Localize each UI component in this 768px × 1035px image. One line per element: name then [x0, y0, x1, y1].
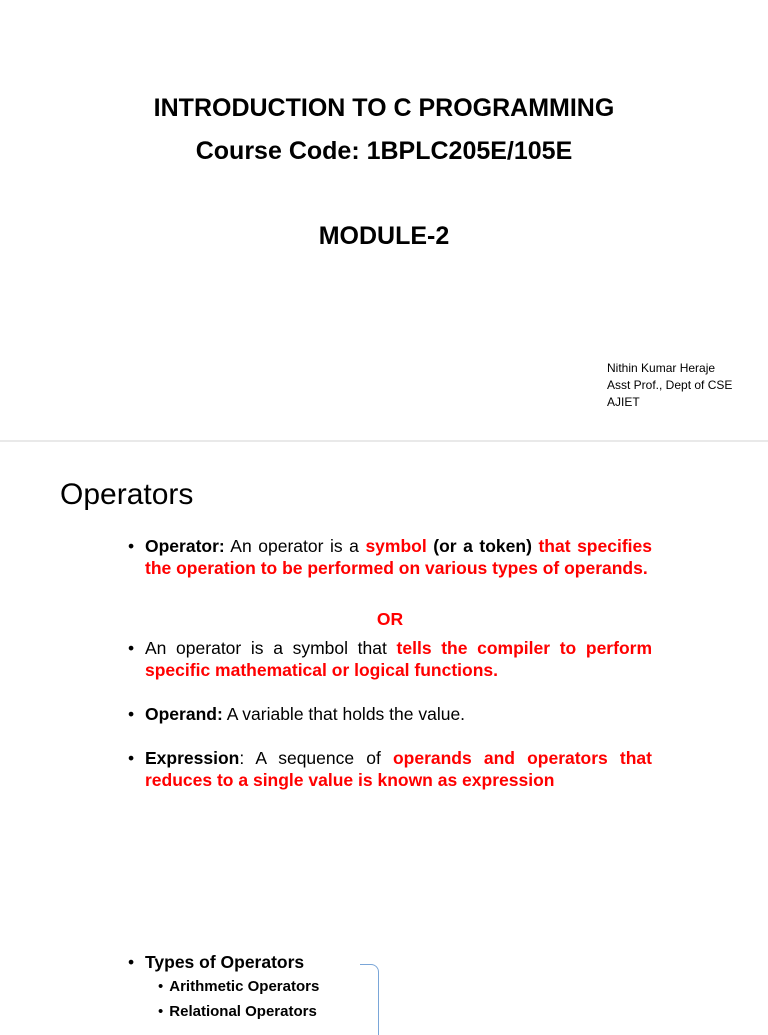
- or-separator: OR: [376, 609, 404, 629]
- bullet-text: A variable that holds the value.: [222, 704, 466, 724]
- bullet-dot: •: [128, 638, 135, 658]
- author-designation: Asst Prof., Dept of CSE: [607, 378, 733, 392]
- types-heading: Types of Operators: [145, 952, 305, 972]
- highlight-text: tells the compiler to perform specific mathematical or logical functions.: [145, 638, 653, 680]
- highlight-text: symbol: [365, 536, 427, 556]
- bullet-types-heading: [128, 951, 652, 973]
- bullet-dot: •: [128, 704, 135, 724]
- slide-heading: Operators: [60, 478, 194, 511]
- course-title: INTRODUCTION TO C PROGRAMMING: [153, 94, 615, 122]
- term-operand: Operand:: [145, 704, 223, 724]
- course-code: Course Code: 1BPLC205E/105E: [195, 137, 573, 165]
- module-title: MODULE-2: [318, 222, 450, 250]
- bullet-dot: •: [158, 978, 164, 995]
- bullet-operator: [128, 535, 652, 579]
- type-label: Arithmetic Operators: [169, 978, 320, 995]
- bullet-dot: •: [128, 748, 135, 768]
- bullet-operand: [128, 703, 652, 725]
- type-item: [158, 978, 319, 995]
- bullet-text: (or a token): [426, 536, 539, 556]
- type-item: [158, 1003, 317, 1020]
- author-block: [607, 360, 732, 411]
- bracket-connector: [360, 964, 379, 1035]
- term-operator: Operator:: [145, 536, 225, 556]
- bullet-dot: •: [128, 952, 135, 972]
- highlight-text: that specifies the operation to be performed on various types of operands.: [145, 536, 652, 578]
- title-slide: [0, 0, 768, 440]
- highlight-text: operands and operators that reduces to a single value is known as expression: [145, 748, 652, 790]
- bullet-expression: [128, 747, 652, 791]
- bullet-text: An operator is a: [224, 536, 366, 556]
- bullet-text: : A sequence of: [239, 748, 393, 768]
- type-label: Relational Operators: [169, 1003, 317, 1020]
- term-expression: Expression: [145, 748, 240, 768]
- bullet-text: An operator is a symbol that: [145, 638, 397, 658]
- bullet-operator-alt: [128, 637, 652, 681]
- bullet-dot: •: [158, 1003, 164, 1020]
- operators-slide: [0, 442, 768, 1024]
- author-institution: AJIET: [607, 395, 640, 409]
- bullet-dot: •: [128, 536, 135, 556]
- author-name: Nithin Kumar Heraje: [607, 361, 716, 375]
